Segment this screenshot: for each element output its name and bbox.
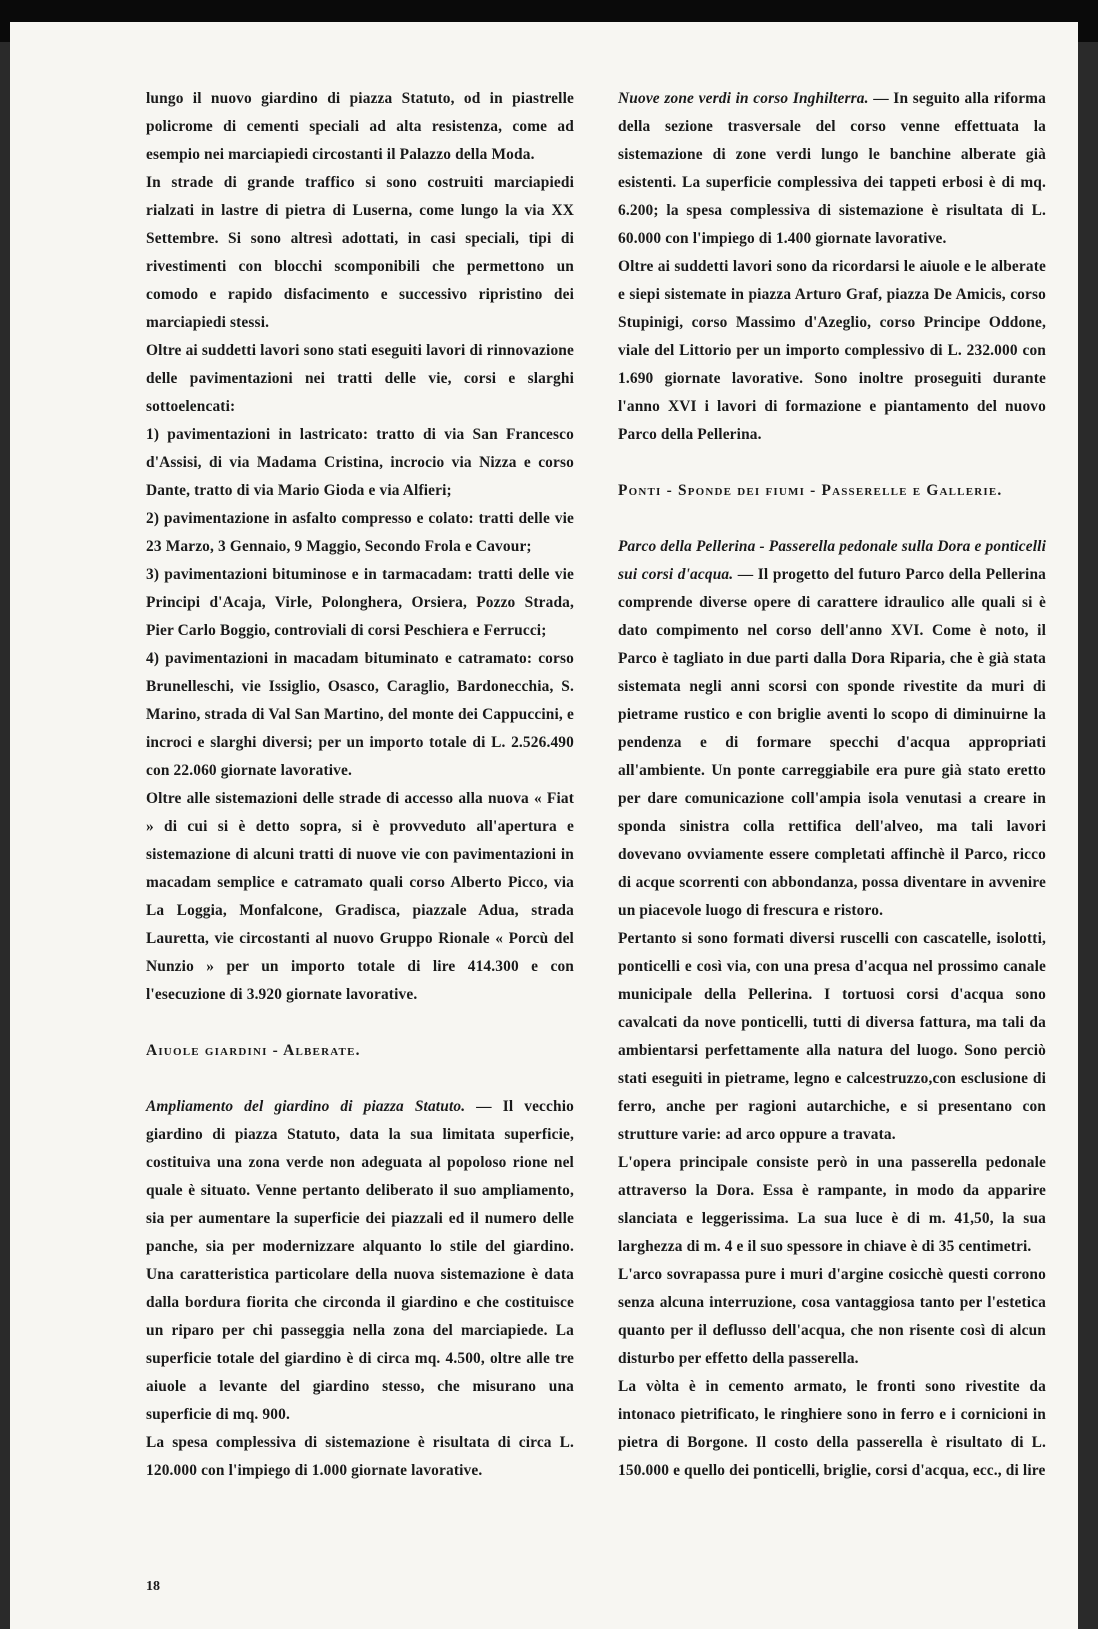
document-page	[10, 22, 1078, 1629]
paragraph: 3) pavimentazioni bituminose e in tarmacadam: tratti delle vie Principi d'Acaja, Virle, Polonghera, Orsiera, Pozzo Strada, Pier Carlo Boggio, controviali di corsi Peschiera e Ferrucci;	[146, 566, 574, 639]
section-heading: Ponti - Sponde dei fiumi - Passerelle e Gallerie.	[618, 482, 1003, 499]
paragraph: lungo il nuovo giardino di piazza Statuto, od in piastrelle policrome di cementi speciali ad alta resistenza, come ad esempio nei marciapiedi circostanti il Palazzo della Moda.	[146, 90, 574, 163]
paragraph	[618, 85, 1046, 253]
paragraph: La spesa complessiva di sistemazione è risultata di circa L. 120.000 con l'impiego di 1.000 giornate lavorative.	[146, 1434, 574, 1479]
paragraph: L'opera principale consiste però in una passerella pedonale attraverso la Dora. Essa è rampante, in modo da apparire slanciata e leggerissima. La sua luce è di m. 41,50, la sua larghezza di m. 4 e il suo spessore in chiave è di 35 centimetri.	[618, 1154, 1046, 1255]
page-number: 18	[146, 1579, 160, 1594]
left-column	[146, 85, 574, 1485]
section-subheading: Parco della Pellerina - Passerella pedonale sulla Dora e ponticelli sui corsi d'acqua.	[618, 538, 1046, 583]
paragraph: Oltre ai suddetti lavori sono stati eseguiti lavori di rinnovazione delle pavimentazioni nei tratti delle vie, corsi e slarghi sottoelencati:	[146, 342, 574, 415]
right-column	[618, 85, 1046, 1485]
paragraph: Pertanto si sono formati diversi ruscelli con cascatelle, isolotti, ponticelli e così via, con una presa d'acqua nel prossimo canale municipale della Pellerina. I tortuosi corsi d'acqua sono cavalcati da nove ponticelli, tutti di diversa fattura, ma tali da ambientarsi perfettamente alla natura del luogo. Sono perciò stati eseguiti in pietrame, legno e calcestruzzo,con esclusione di ferro, anche per ragioni autarchiche, e si presentano con strutture varie: ad arco oppure a travata.	[618, 930, 1046, 1143]
section-heading: Aiuole giardini - Alberate.	[146, 1042, 361, 1059]
paragraph: La vòlta è in cemento armato, le fronti sono rivestite da intonaco pietrificato, le ringhiere sono in ferro e i cornicioni in pietra di Borgone. Il costo della passerella è risultato di L. 150.000 e quello dei ponticelli, briglie, corsi d'acqua, ecc., di lire	[618, 1378, 1046, 1479]
section-subheading: Nuove zone verdi in corso Inghilterra.	[618, 90, 869, 107]
paragraph: 1) pavimentazioni in lastricato: tratto di via San Francesco d'Assisi, di via Madama Cristina, incrocio via Nizza e corso Dante, tratto di via Mario Gioda e via Alfieri;	[146, 426, 574, 499]
paragraph: 2) pavimentazione in asfalto compresso e colato: tratti delle vie 23 Marzo, 3 Gennaio, 9 Maggio, Secondo Frola e Cavour;	[146, 510, 574, 555]
paragraph	[618, 533, 1046, 925]
paragraph-text: — In seguito alla riforma della sezione trasversale del corso venne effettuata la sistemazione di zone verdi lungo le banchine alberate già esistenti. La superficie complessiva dei tappeti erbosi è di mq. 6.200; la spesa complessiva di sistemazione è risultata di L. 60.000 con l'impiego di 1.400 giornate lavorative.	[618, 90, 1046, 247]
paragraph: 4) pavimentazioni in macadam bituminato e catramato: corso Brunelleschi, vie Issiglio, Osasco, Caraglio, Bardonecchia, S. Marino, strada di Val San Martino, del monte dei Cappuccini, e incroci e slarghi diversi; per un importo totale di L. 2.526.490 con 22.060 giornate lavorative.	[146, 650, 574, 779]
paragraph-text: — Il progetto del futuro Parco della Pellerina comprende diverse opere di carattere idraulico alle quali si è dato compimento nel corso dell'anno XVI. Come è noto, il Parco è tagliato in due parti dalla Dora Riparia, che è già stata sistemata negli anni scorsi con sponde rivestite da muri di pietrame rustico e con briglie aventi lo scopo di diminuirne la pendenza e di formare specchi d'acqua appropriati all'ambiente. Un ponte carreggiabile era pure già stato eretto per dare comunicazione coll'ampia isola venutasi a creare in sponda sinistra colla rettifica dell'alveo, ma tali lavori dovevano ovviamente essere completati affinchè il Parco, ricco di acque scorrenti con abbondanza, possa diventare in avvenire un piacevole luogo di frescura e ristoro.	[618, 566, 1046, 919]
paragraph: Oltre alle sistemazioni delle strade di accesso alla nuova « Fiat » di cui si è detto sopra, si è provveduto all'apertura e sistemazione di alcuni tratti di nuove vie con pavimentazioni in macadam semplice e catramato quali corso Alberto Picco, via La Loggia, Monfalcone, Gradisca, piazzale Adua, strada Lauretta, vie circostanti al nuovo Gruppo Rionale « Porcù del Nunzio » per un importo totale di lire 414.300 e con l'esecuzione di 3.920 giornate lavorative.	[146, 790, 574, 1003]
paragraph-text: — Il vecchio giardino di piazza Statuto, data la sua limitata superficie, costituiva una zona verde non adeguata al popoloso rione nel quale è situato. Venne pertanto deliberato il suo ampliamento, sia per aumentare la superficie dei piazzali ed il numero delle panche, sia per modernizzare alquanto lo stile del giardino. Una caratteristica particolare della nuova sistemazione è data dalla bordura fiorita che circonda il giardino e che costituisce un riparo per chi passeggia nella zona del marciapiede. La superficie totale del giardino è di circa mq. 4.500, oltre alle tre aiuole a levante del giardino stesso, che misurano una superficie di mq. 900.	[146, 1098, 574, 1423]
section-subheading: Ampliamento del giardino di piazza Statuto.	[146, 1098, 466, 1115]
paragraph	[146, 1093, 574, 1429]
paragraph: In strade di grande traffico si sono costruiti marciapiedi rialzati in lastre di pietra di Luserna, come lungo la via XX Settembre. Si sono altresì adottati, in casi speciali, tipi di rivestimenti con blocchi scomponibili che permettono un comodo e rapido disfacimento e successivo ripristino dei marciapiedi stessi.	[146, 174, 574, 331]
paragraph: L'arco sovrapassa pure i muri d'argine cosicchè questi corrono senza alcuna interruzione, cosa vantaggiosa tanto per l'estetica quanto per il deflusso dell'acqua, che non risente così di alcun disturbo per effetto della passerella.	[618, 1266, 1046, 1367]
paragraph: Oltre ai suddetti lavori sono da ricordarsi le aiuole e le alberate e siepi sistemate in piazza Arturo Graf, piazza De Amicis, corso Stupinigi, corso Massimo d'Azeglio, corso Principe Oddone, viale del Littorio per un importo complessivo di L. 232.000 con 1.690 giornate lavorative. Sono inoltre proseguiti durante l'anno XVI i lavori di formazione e piantamento del nuovo Parco della Pellerina.	[618, 258, 1046, 443]
